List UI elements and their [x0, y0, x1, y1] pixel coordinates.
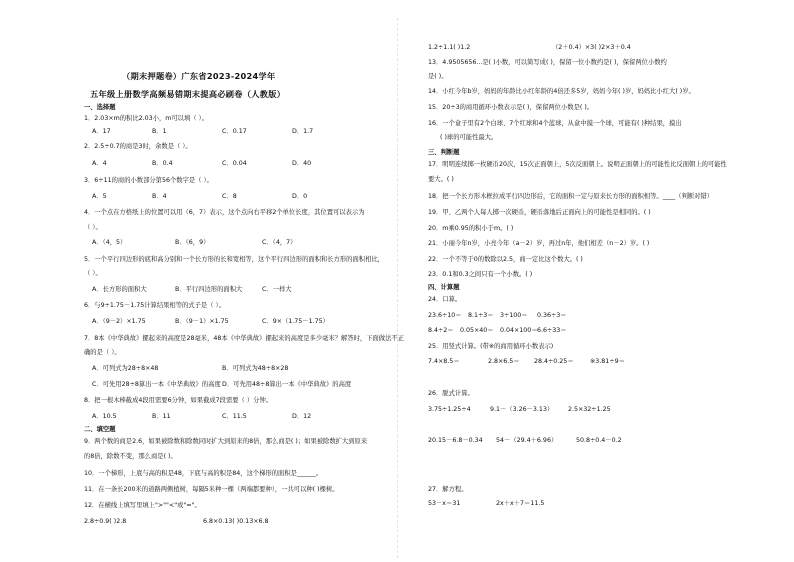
- question-21: 21．小丽今年n岁，小亮今年（a－2）岁，再过n年，他们相差（n－2）岁。( ): [428, 240, 650, 247]
- question-27: 27．解方程。: [428, 486, 468, 493]
- section-choice: 一、选择题: [84, 104, 116, 111]
- q5-option-a: A．长方形的面积大: [92, 286, 147, 293]
- oral-item: 0.36÷3＝: [537, 312, 567, 319]
- q3-option-c: C．8: [222, 193, 237, 200]
- q12-item-2: 6.8×0.13( )0.13×6.8: [203, 518, 269, 525]
- question-1: 1．2.03×m的积比2.03小，m可以填（ ）。: [84, 115, 209, 122]
- q12-item-4: （2＋0.4）×3( )2×3＋0.4: [552, 44, 631, 51]
- q1-option-a: A．17: [92, 128, 111, 135]
- step-calc-item: 50.8÷0.4－0.2: [576, 437, 622, 444]
- q8-option-a: A．10.5: [92, 413, 117, 420]
- oral-item: 3÷100＝: [500, 312, 528, 319]
- q1-option-d: D．1.7: [292, 128, 314, 135]
- question-14: 14．小红今年b岁，妈妈的年龄比小红年龄的4倍还多5岁，妈妈今年( )岁，妈妈比小红大( )岁。: [428, 88, 695, 95]
- section-judge: 三、判断题: [428, 149, 460, 156]
- page-divider: [397, 18, 398, 558]
- title-line-1: （期末押题卷）广东省2023-2024学年: [122, 71, 276, 81]
- q4-option-b: B．（6，9）: [175, 239, 210, 246]
- vertical-calc-item: 2.8×6.5＝: [488, 358, 520, 365]
- q2-option-d: D．40: [292, 160, 312, 167]
- oral-item: 0.04×100＝: [500, 327, 538, 334]
- step-calc-item: 2.5×32÷1.25: [568, 406, 611, 413]
- question-5-line-1: 5．一个平行四边形的底和高分别和一个长方形的长和宽相等，这个平行四边形的面积和长方形的面积相比，: [84, 256, 384, 263]
- q6-option-a: A．（9－2）×1.75: [92, 318, 146, 325]
- q2-option-c: C．0.04: [222, 160, 247, 167]
- step-calc-item: 20.15－6.8－0.34: [428, 437, 483, 444]
- question-13: 13．4.9505656...是( )小数，可以简写成( )，保留一位小数约是( )，保留两位小数约: [428, 59, 667, 66]
- q7-option-d: D．可先用48÷8算出一本《中华典故》的高度: [222, 381, 352, 388]
- q5-option-c: C．一样大: [262, 286, 292, 293]
- question-19: 19．甲、乙两个人每人掷一次硬币，硬币落地后正面向上的可能性是相同的。( ): [428, 209, 651, 216]
- question-4-line-1: 4．一个点在方格纸上的位置可以用（6，7）表示，这个点向右平移2个单位长度，其位置可以表示为: [84, 209, 365, 216]
- step-calc-item: 54－（29.4＋6.96）: [496, 437, 558, 444]
- section-fill: 二、填空题: [84, 426, 116, 433]
- question-25: 25．用竖式计算。(带※的商用循环小数表示): [428, 343, 554, 350]
- q12-item-1: 2.8÷0.9( )2.8: [84, 518, 127, 525]
- oral-item: 8.4÷2＝: [428, 327, 454, 334]
- q4-option-a: A．（4，5）: [92, 239, 127, 246]
- q1-option-b: B．1: [152, 128, 167, 135]
- question-10: 10．一个梯形，上底与高的积是48，下底与高的积是84，这个梯形的面积是______。: [84, 470, 323, 477]
- question-23: 23．0.1和0.3之间只有一个小数。( ): [428, 271, 533, 278]
- question-9-line-2: 的8倍，除数不变，那么商是( )。: [84, 453, 177, 460]
- q5-option-b: B．平行四边形的面积大: [175, 286, 243, 293]
- question-3: 3．6÷11的商的小数部分第56个数字是（ ）。: [84, 177, 213, 184]
- question-16-line-2: ( )球的可能性最大。: [440, 134, 498, 141]
- question-13-line-2: 是( )。: [428, 73, 448, 80]
- question-5-line-2: （ ）。: [84, 270, 102, 277]
- question-7-line-1: 7．8本《中华典故》摞起来的高度是28毫米，48本《中华典故》摞起来的高度是多少毫米？解答时，下面做法不正: [84, 335, 404, 342]
- question-4-line-2: （ ）。: [84, 224, 102, 231]
- q12-item-3: 1.2÷1.1( )1.2: [428, 44, 471, 51]
- question-8: 8．把一根木棒截成4段用需要6分钟，如果截成7段需要（ ）分钟。: [84, 397, 273, 404]
- question-9-line-1: 9．两个数的商是2.6，如果被除数和除数同时扩大到原来的8倍，那么商是( )；如果被除数扩大到原来: [84, 438, 368, 445]
- oral-item: 23.6÷10＝: [428, 312, 462, 319]
- q6-option-b: B．（9－1）×1.75: [175, 318, 229, 325]
- question-7-line-2: 确的是（ ）。: [84, 349, 121, 356]
- question-6: 6．与9÷1.75－1.75计算结果相等的式子是（ ）。: [84, 302, 225, 309]
- equation-item: 2x＋x＋7＝11.5: [496, 500, 545, 507]
- q2-option-a: A．4: [92, 160, 107, 167]
- q8-option-c: C．11.5: [222, 413, 247, 420]
- vertical-calc-item: 28.4÷0.25＝: [534, 358, 574, 365]
- q1-option-c: C．0.17: [222, 128, 247, 135]
- question-20: 20．m乘0.95的积小于m。( ): [428, 225, 514, 232]
- title-line-2: 五年级上册数学高频易错期末提高必刷卷（人教版）: [90, 89, 286, 99]
- q7-option-a: A．可列式为28÷8×48: [92, 365, 159, 372]
- oral-item: 8.1÷3＝: [468, 312, 494, 319]
- section-calc: 四、计算题: [428, 284, 460, 291]
- question-24: 24．口算。: [428, 296, 462, 303]
- q7-option-b: B．可列式为48÷8×28: [222, 365, 289, 372]
- step-calc-item: 9.1－（3.26－3.13）: [490, 406, 554, 413]
- vertical-calc-item: 7.4×8.5＝: [428, 358, 460, 365]
- q8-option-d: D．12: [292, 413, 312, 420]
- question-2: 2．2.5÷0.7的商是3时，余数是（ ）。: [84, 143, 192, 150]
- q3-option-d: D．0: [292, 193, 308, 200]
- vertical-calc-item: ※3.81÷9＝: [590, 358, 625, 365]
- step-calc-item: 3.75÷1.25÷4: [428, 406, 471, 413]
- equation-item: 53－x＝31: [428, 500, 461, 507]
- question-17-line-1: 17．明明连续掷一枚硬币20次，15次正面朝上，5次反面朝上。说明正面朝上的可能性比反面朝上的可能性: [428, 161, 727, 168]
- oral-item: 0.05×40＝: [460, 327, 494, 334]
- question-17-line-2: 要大。( ): [428, 176, 454, 183]
- q8-option-b: B．11: [152, 413, 171, 420]
- question-16-line-1: 16．一个盒子里有2个白球、7个红球和4个蓝球，从盒中摸一个球，可能有( )种结果，摸出: [428, 120, 682, 127]
- question-15: 15．20÷3的商用循环小数表示是( )，保留两位小数是( )。: [428, 104, 594, 111]
- oral-item: 6.6÷33＝: [537, 327, 567, 334]
- question-12: 12．在横线上填写里填上">""<"或"="。: [84, 502, 201, 509]
- question-11: 11．在一条长200米的道路两侧植树，每隔5米种一棵（两端都要种），一共可以种( )棵树。: [84, 486, 339, 493]
- question-22: 22．一个不等于0的数除以2.5，商一定比这个数大。( ): [428, 256, 583, 263]
- q7-option-c: C．可先用28÷8算出一本《中华典故》的高度: [92, 381, 221, 388]
- q4-option-c: C．（4，7）: [262, 239, 297, 246]
- q3-option-b: B．4: [152, 193, 167, 200]
- q3-option-a: A．5: [92, 193, 107, 200]
- question-26: 26．脱式计算。: [428, 390, 474, 397]
- question-18: 18．把一个长方形木框拉成平行四边形后，它的面积一定与原来长方形的面积相等。____（判断对错）: [428, 193, 714, 200]
- q2-option-b: B．0.4: [152, 160, 173, 167]
- q6-option-c: C．9×（1.75－1.75）: [262, 318, 329, 325]
